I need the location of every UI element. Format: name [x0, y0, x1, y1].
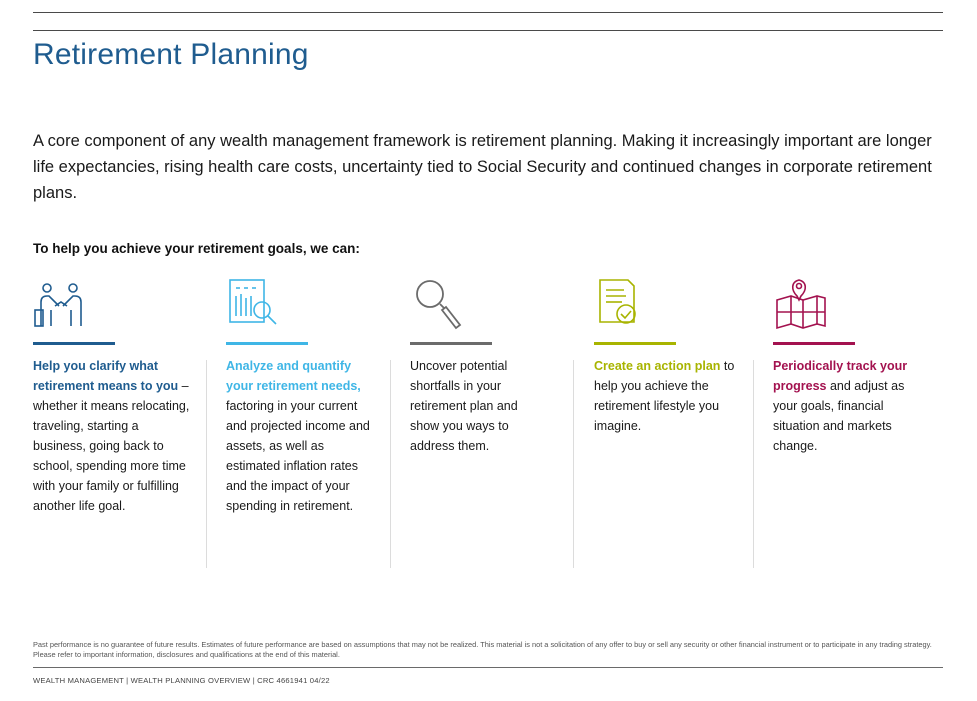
service-column-track	[773, 276, 938, 568]
column-divider	[206, 360, 207, 568]
column-body: and adjust as your goals, financial situation and markets change.	[773, 379, 905, 453]
column-divider	[573, 360, 574, 568]
footer-text: WEALTH MANAGEMENT | WEALTH PLANNING OVERVIEW | CRC 4661941 04/22	[33, 676, 330, 685]
column-highlight: Create an action plan	[594, 359, 721, 373]
handshake-icon	[33, 276, 89, 332]
service-column-clarify	[33, 276, 193, 568]
column-text	[33, 356, 193, 516]
services-columns	[33, 276, 943, 568]
column-highlight: Periodically track your progress	[773, 359, 908, 393]
column-accent-bar	[773, 342, 855, 345]
service-column-uncover	[410, 276, 570, 568]
column-highlight: Help you clarify what retirement means to you	[33, 359, 179, 393]
title-rule	[33, 30, 943, 31]
column-body: factoring in your current and projected income and assets, as well as estimated inflation rates and the impact of your spending in retirement.	[226, 399, 370, 513]
magnifying-glass-icon	[410, 276, 466, 332]
top-rule	[33, 12, 943, 13]
column-body: –whether it means relocating, traveling, starting a business, going back to school, spending more time with your family or fulfilling another life goal.	[33, 379, 190, 513]
footer-rule	[33, 667, 943, 668]
lead-heading: To help you achieve your retirement goals, we can:	[33, 241, 360, 256]
column-text	[226, 356, 378, 516]
disclaimer-text: Past performance is no guarantee of future results. Estimates of future performance are based on assumptions that may not be realized. This material is not a solicitation of any offer to buy or sell any security or other financial instrument or to participate in any trading strategy. Please refer to important information, disclosures and qualifications at the end of this material.	[33, 640, 932, 659]
column-divider	[390, 360, 391, 568]
checklist-icon	[594, 276, 650, 332]
column-text	[594, 356, 749, 436]
page-title: Retirement Planning	[33, 38, 309, 71]
column-text	[773, 356, 923, 456]
column-divider	[753, 360, 754, 568]
column-text	[410, 356, 550, 456]
column-highlight: Analyze and quantify your retirement needs,	[226, 359, 361, 393]
column-body: to help you achieve the retirement lifestyle you imagine.	[594, 359, 735, 433]
document-magnifier-icon	[226, 276, 282, 332]
map-pin-icon	[773, 276, 829, 332]
column-accent-bar	[594, 342, 676, 345]
intro-paragraph: A core component of any wealth management framework is retirement planning. Making it increasingly important are longer life expectancies, rising health care costs, uncertainty tied to Social Security and continued changes in corporate retirement plans.	[33, 132, 932, 202]
column-accent-bar	[33, 342, 115, 345]
column-accent-bar	[226, 342, 308, 345]
column-body: Uncover potential shortfalls in your retirement plan and show you ways to address them.	[410, 359, 518, 453]
service-column-action-plan	[594, 276, 754, 568]
column-accent-bar	[410, 342, 492, 345]
service-column-analyze	[226, 276, 386, 568]
